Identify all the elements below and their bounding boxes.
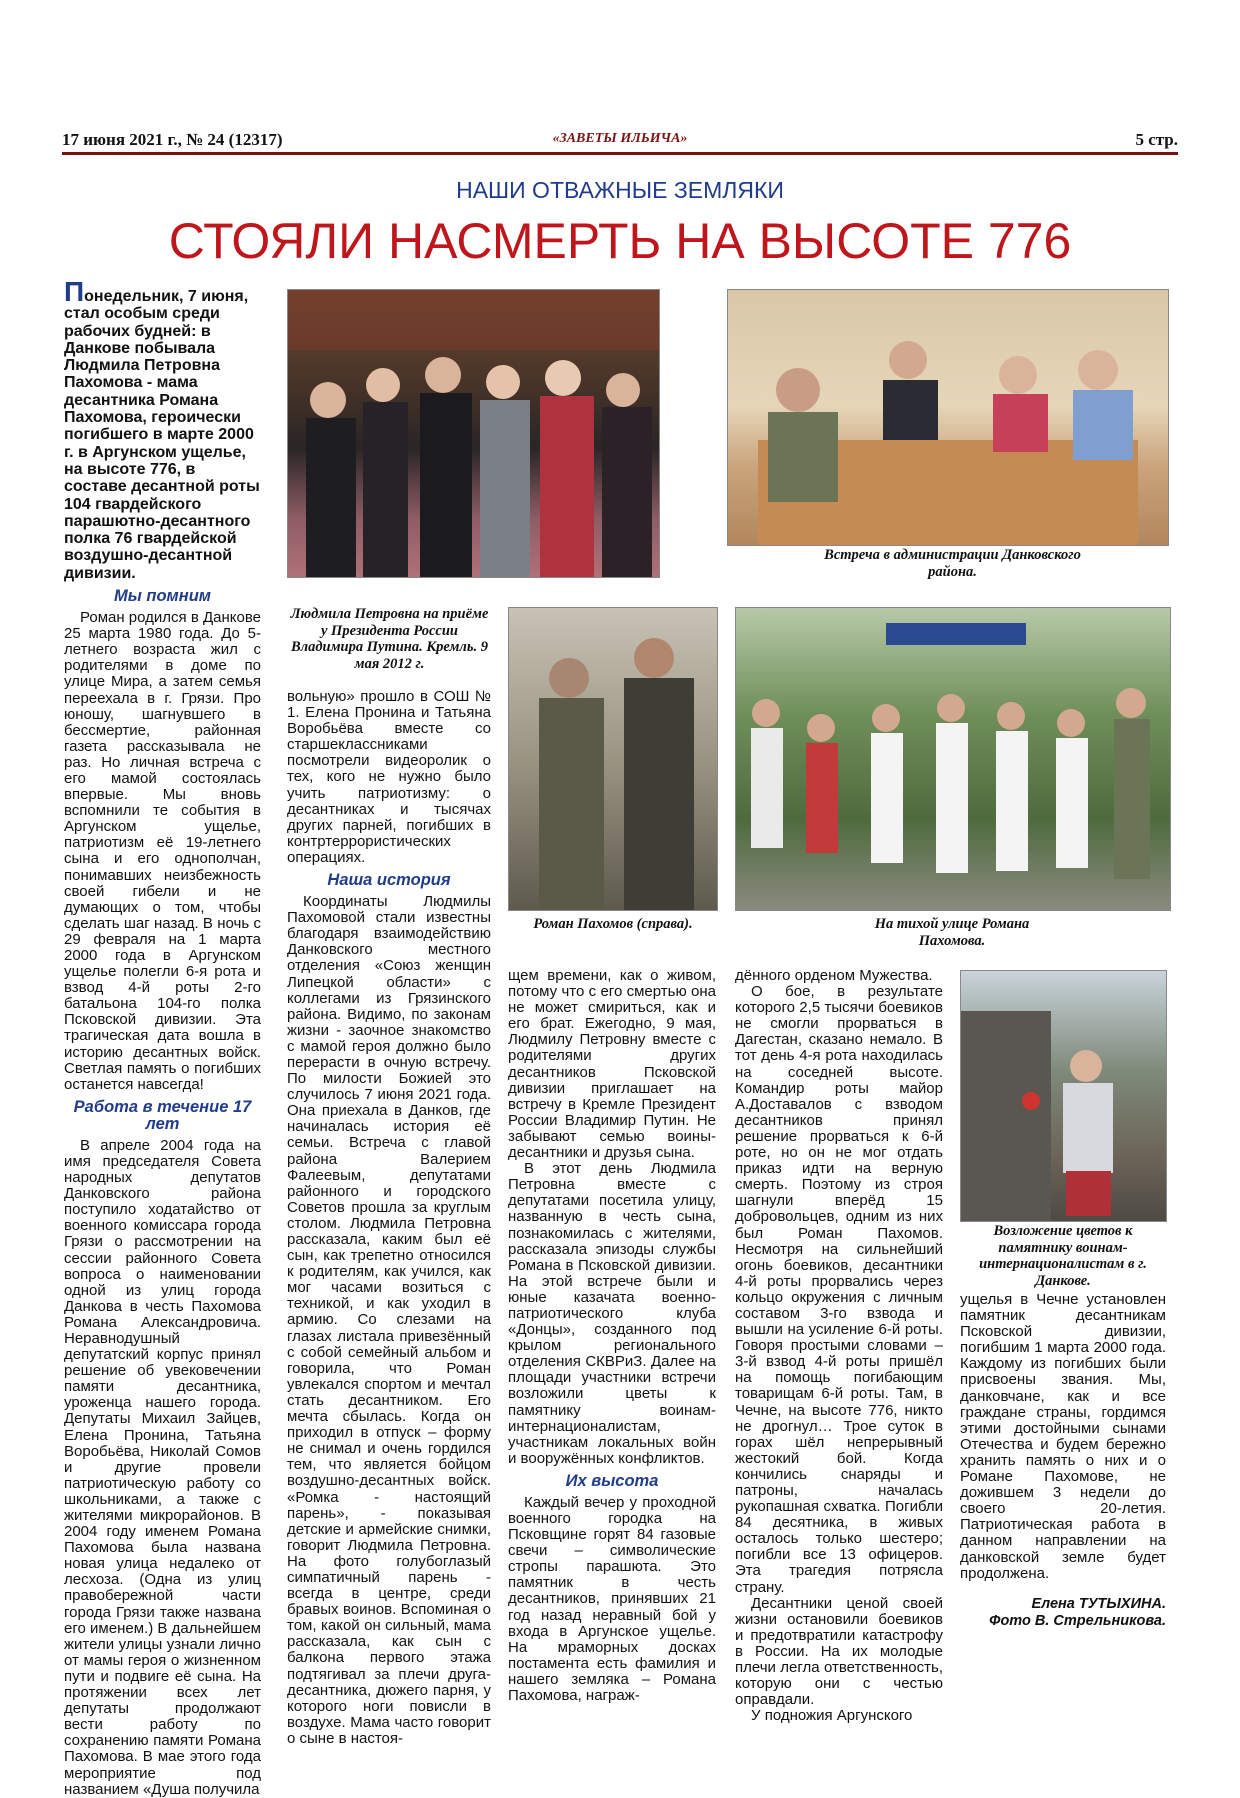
caption-photo-3: Роман Пахомов (справа). xyxy=(533,916,693,932)
photo-administration-meeting xyxy=(727,289,1169,546)
photo-laying-flowers xyxy=(960,970,1167,1222)
monument-illustration xyxy=(961,971,1166,1221)
paragraph: Роман родился в Данкове 25 марта 1980 года. До 5-летнего возраста жил с родителями в доме по улице Мира, а затем семья переехала в г. Грязи. Про юношу, шагнувшего в бессмертие, районная газета рассказывала не раз. Но личная встреча с его мамой состоялась впервые. Мы вновь вспомнили те события в Аргунском ущелье, патриотизм её 19-летнего сына и его однополчан, понимавших неизбежность своей гибели и не думающих о том, чтобы сделать шаг назад. В ночь с 29 февраля на 1 марта 2000 года в Аргунском ущелье полегли 6-я рота и взвод 4-й роты 2-го батальона 104-го полка Псковской дивизии. Эта трагическая дата вошла в историю десантных войск. Светлая память о погибших останется навсегда! xyxy=(64,609,261,1093)
column-5 xyxy=(960,1292,1166,1630)
newspaper-name: «ЗАВЕТЫ ИЛЬИЧА» xyxy=(552,131,688,146)
page-header xyxy=(62,128,1178,155)
paragraph: ущелья в Чечне установлен памятник десантникам Псковской дивизии, погибшим 1 марта 2000 года. Каждому из погибших были присвоены звания. Мы, данковчане, как и все граждане страны, гордимся этими достойными сынами Отечества и будем бережно хранить память о них и о Романе Пахомове, не дожившем 3 недели до своего 20-летия. Патриотическая работа в данном направлении на данковской земле будет продолжена. xyxy=(960,1291,1166,1582)
paragraph: дённого орденом Мужества. xyxy=(735,967,933,984)
column-1 xyxy=(64,276,261,1798)
street-illustration xyxy=(736,608,1170,910)
column-3 xyxy=(508,968,716,1704)
column-4 xyxy=(735,968,943,1724)
column-2 xyxy=(287,689,491,1747)
lead-paragraph xyxy=(64,276,261,582)
photo-quiet-street xyxy=(735,607,1171,911)
author-signature: Елена ТУТЫХИНА. xyxy=(1031,1595,1166,1612)
meeting-illustration xyxy=(728,290,1168,545)
photo-credit: Фото В. Стрельникова. xyxy=(989,1612,1166,1629)
headline: СТОЯЛИ НАСМЕРТЬ НА ВЫСОТЕ 776 xyxy=(168,213,1072,269)
subheading-their-height: Их высота xyxy=(565,1471,659,1490)
paragraph: Десантники ценой своей жизни остановили боевиков и предотвратили катастрофу в России. На их молодые плечи легла ответственность, которую они с честью оправдали. xyxy=(735,1594,943,1709)
caption-photo-1: Людмила Петровна на приёме у Президента России Владимира Путина. Кремль. 9 мая 2012 г. xyxy=(290,606,489,672)
paragraph: вольную» прошло в СОШ № 1. Елена Пронина и Татьяна Воробьёва вместе со старшеклассниками посмотрели видеоролик о тех, кого не нужно было учить патриотизму: о десантниках и тысячах других парней, погибших в контртеррористических операциях. xyxy=(287,688,491,866)
photo-kremlin-reception xyxy=(287,289,660,578)
caption-photo-5: Возложение цветов к памятнику воинам-интернационалистам в г. Данкове. xyxy=(979,1223,1147,1289)
paragraph: Координаты Людмилы Пахомовой стали известны благодаря взаимодействию Данковского местного отделения «Союз женщин Липецкой области» с коллегами из Грязинского района. Видимо, по законам жизни - заочное знакомство с мамой героя должно было перерасти в очную встречу. По милости Божией это случилось 7 июня 2021 года. Она приехала в Данков, где начиналась история её семьи. Встреча с главой района Валерием Фалеевым, депутатами районного и городского Советов прошла за круглым столом. Людмила Петровна рассказала, каким был её сын, как трепетно относился к родителям, как учился, как мог часами возиться с техникой, и как уходил в армию. Со слезами на глазах листала привезённый с собой семейный альбом и говорила, что Роман увлекался спортом и мечтал стать десантником. Его мечта сбылась. Когда он приходил в отпуск – форму не снимал и очень гордился тем, что является бойцом воздушно-десантных войск. «Ромка - настоящий парень», - показывая детские и армейские снимки, говорит Людмила Петровна. На фото голубоглазый симпатичный парень - всегда в центре, среди бравых воинов. Вспоминая о том, какой он сильный, мама рассказала, как сын с балкона первого этажа подтягивал за плечи друга-десантника, дюжего парня, у которого ноги повисли в воздухе. Мама часто говорит о сыне в настоя- xyxy=(287,893,491,1747)
paragraph: щем времени, как о живом, потому что с его смертью она не может смириться, как и его брат. Ежегодно, 9 мая, Людмилу Петровну вместе с родителями других десантников Псковской дивизии приглашает на встречу в Кремле Президент России Владимир Путин. Не забывают семью воины-десантники и друзья сына. xyxy=(508,967,716,1162)
crowd-illustration xyxy=(288,290,659,577)
page-number: 5 стр. xyxy=(1135,130,1178,149)
issue-date: 17 июня 2021 г., № 24 (12317) xyxy=(62,130,283,149)
subheading-we-remember: Мы помним xyxy=(113,587,212,606)
drop-cap: П xyxy=(64,276,85,307)
caption-photo-2: Встреча в администрации Данковского района. xyxy=(824,547,1081,580)
paragraph: В апреле 2004 года на имя председателя Совета народных депутатов Данковского района поступило ходатайство от военного комиссара города Грязи о рассмотрении на сессии районного Совета вопроса о наименовании одной из улиц города Данкова в честь Пахомова Романа Александровича. Неравнодушный депутатский корпус принял решение об увековечении памяти десантника, уроженца нашего города. Депутаты Михаил Зайцев, Елена Пронина, Татьяна Воробьёва, Николай Сомов и другие провели патриотическую работу со школьниками, а также с жителями микрорайонов. В 2004 году именем Романа Пахомова была названа новая улица недалеко от лесхоза. (Одна из улиц правобережной части города Грязи также названа его именем.) В дальнейшем жители улицы узнали лично от мамы героя о жизненном пути и подвиге её сына. На протяжении всех лет депутаты продолжают вести работу по сохранению памяти Романа Пахомова. В мае этого года мероприятие под названием «Душа получила xyxy=(64,1136,261,1798)
lead-text: онедельник, 7 июня, стал особым среди рабочих будней: в Данкове побывала Людмила Петровна Пахомова - мама десантника Романа Пахомова, героически погибшего в марте 2000 г. в Аргунском ущелье, на высоте 776, в составе десантной роты 104 гвардейского парашютно-десантного полка 76 гвардейской воздушно-десантной дивизии. xyxy=(64,288,260,582)
paragraph: В этот день Людмила Петровна вместе с депутатами посетила улицу, названную в честь сына, познакомилась с жителями, рассказала эпизоды службы Романа в Псковской дивизии. На этой встрече были и юные казачата военно-патриотического клуба «Донцы», созданного под крылом регионального отделения СКВРиЗ. Далее на площади участники встречи возложили цветы к памятнику воинам-интернационалистам, участникам локальных войн и вооружённых конфликтов. xyxy=(508,1160,716,1467)
subheading-17-years: Работа в течение 17 лет xyxy=(73,1097,252,1133)
photo-roman-pakhomov xyxy=(508,607,718,911)
rubric: НАШИ ОТВАЖНЫЕ ЗЕМЛЯКИ xyxy=(456,177,784,203)
paragraph: О бое, в результате которого 2,5 тысячи боевиков не смогли прорваться в Дагестан, сказано немало. В тот день 4-я рота находилась на соседней высоте. Командир роты майор А.Доставалов с взводом десантников принял решение прорваться к 6-й роте, но он не мог отдать приказ идти на верную смерть. Поэтому из строя шагнули вперёд 15 добровольцев, одним из них был Роман Пахомов. Несмотря на сильнейший огонь боевиков, десантники 4-й роты прорвались через кольцо окружения с личным составом 3-го взвода и вышли на усиление 6-й роты. Говоря простыми словами – 3-й взвод 4-й роты пришёл на помощь погибающим товарищам 6-й роты. Там, в Чечне, на высоте 776, никто не дрогнул… Трое суток в горах шёл непрерывный жестокий бой. Когда кончились снаряды и патроны, началась рукопашная схватка. Погибли 84 десятника, в живых осталось только шестеро; погибли все 13 офицеров. Эта трагедия потрясла страну. xyxy=(735,983,943,1596)
caption-photo-4: На тихой улице Романа Пахомова. xyxy=(874,916,1030,949)
soldiers-illustration xyxy=(509,608,717,910)
subheading-our-history: Наша история xyxy=(327,871,451,890)
paragraph: У подножия Аргунского xyxy=(751,1707,913,1725)
paragraph: Каждый вечер у проходной военного городка на Псковщине горят 84 газовые свечи – символические стропы парашюта. Это памятник в честь десантников, принявших 21 год назад неравный бой у входа в Аргунское ущелье. На мраморных досках постамента есть фамилия и нашего земляка – Романа Пахомова, награж- xyxy=(508,1493,716,1705)
